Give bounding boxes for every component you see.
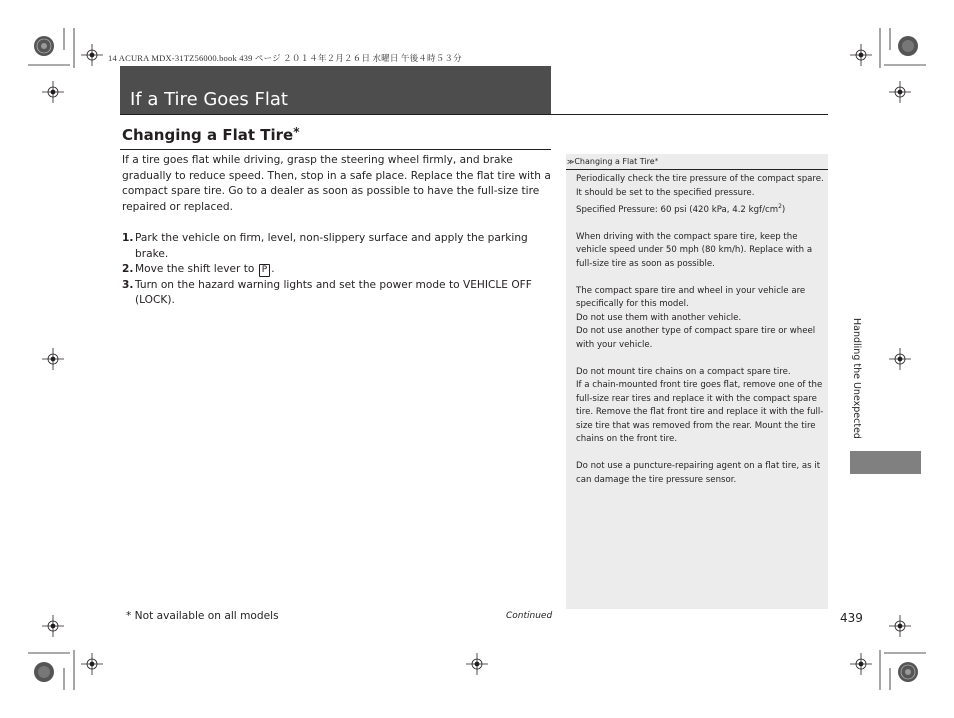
note-text: The compact spare tire and wheel in your vehicle are specifically for this model.	[576, 285, 806, 310]
step-text-after: .	[271, 263, 275, 276]
section-heading	[122, 126, 299, 144]
note-text: Specified Pressure: 60 psi (420 kPa, 4.2 kgf/cm	[576, 204, 779, 215]
step-text: Park the vehicle on firm, level, non-slippery surface and apply the parking brake.	[135, 231, 528, 260]
step-text	[135, 262, 275, 278]
page-number: 439	[840, 611, 863, 625]
note-text: If a chain-mounted front tire goes flat, remove one of the full-size rear tires and replace it with the compact spare tire. Remove the flat front tire and replace it with the full-size tire that was removed from the rear. Mount the tire chains on the front tire.	[576, 380, 824, 445]
footnote-star: *	[293, 125, 300, 139]
note-text: Do not use another type of compact spare tire or wheel with your vehicle.	[576, 326, 816, 350]
continued-label: Continued	[506, 611, 553, 621]
intro-paragraph: If a tire goes flat while driving, grasp the steering wheel firmly, and brake gradually to reduce speed. Then, stop in a safe place. Replace the flat tire with a compact spare tire. Go to a dealer as soon as possible to have the full-size tire repaired or replaced.	[122, 154, 551, 213]
steps-list	[122, 231, 552, 309]
sidebar-heading	[566, 154, 828, 170]
shift-position-key: P	[259, 264, 270, 277]
note-text: Periodically check the tire pressure of the compact spare. It should be set to the specified pressure.	[576, 174, 824, 198]
step-number: 3.	[122, 278, 134, 291]
step-item	[122, 231, 552, 262]
note-tire-chains	[576, 366, 824, 447]
note-compact-spare	[576, 285, 824, 353]
note-text: Do not mount tire chains on a compact spare tire.	[576, 366, 791, 377]
title-rule	[120, 114, 828, 115]
title-bar	[120, 66, 551, 114]
note-puncture-agent: Do not use a puncture-repairing agent on a flat tire, as it can damage the tire pressure sensor.	[576, 461, 821, 485]
step-number: 2.	[122, 263, 134, 276]
step-item	[122, 278, 552, 309]
step-text-before: Move the shift lever to	[135, 263, 258, 276]
page-title: If a Tire Goes Flat	[130, 89, 288, 110]
print-header: 14 ACURA MDX-31TZ56000.book 439 ページ ２０１４年２月２６日 水曜日 午後４時５３分	[108, 53, 462, 63]
note-text: )	[781, 204, 786, 215]
double-chevron-icon: ≫	[567, 158, 575, 166]
section-heading-text: Changing a Flat Tire	[122, 126, 294, 144]
chapter-tab-label: Handling the Unexpected	[851, 318, 862, 439]
section-rule	[120, 149, 551, 150]
superscript: 2	[778, 203, 782, 210]
sidebar-footnote-star: *	[654, 157, 659, 165]
step-number: 1.	[122, 231, 134, 244]
sidebar-body	[576, 173, 824, 501]
main-body	[122, 153, 552, 309]
sidebar-heading-text: Changing a Flat Tire	[574, 157, 655, 166]
footnote: * Not available on all models	[126, 610, 279, 622]
note-text: Do not use them with another vehicle.	[576, 312, 742, 323]
step-item	[122, 262, 552, 278]
step-text: Turn on the hazard warning lights and set the power mode to VEHICLE OFF (LOCK).	[135, 278, 532, 307]
note-speed-limit: When driving with the compact spare tire, keep the vehicle speed under 50 mph (80 km/h). Replace with a full-size tire as soon as possible.	[576, 231, 813, 269]
note-tire-pressure	[576, 173, 824, 217]
notes-sidebar	[566, 154, 828, 609]
chapter-tab	[850, 451, 921, 474]
